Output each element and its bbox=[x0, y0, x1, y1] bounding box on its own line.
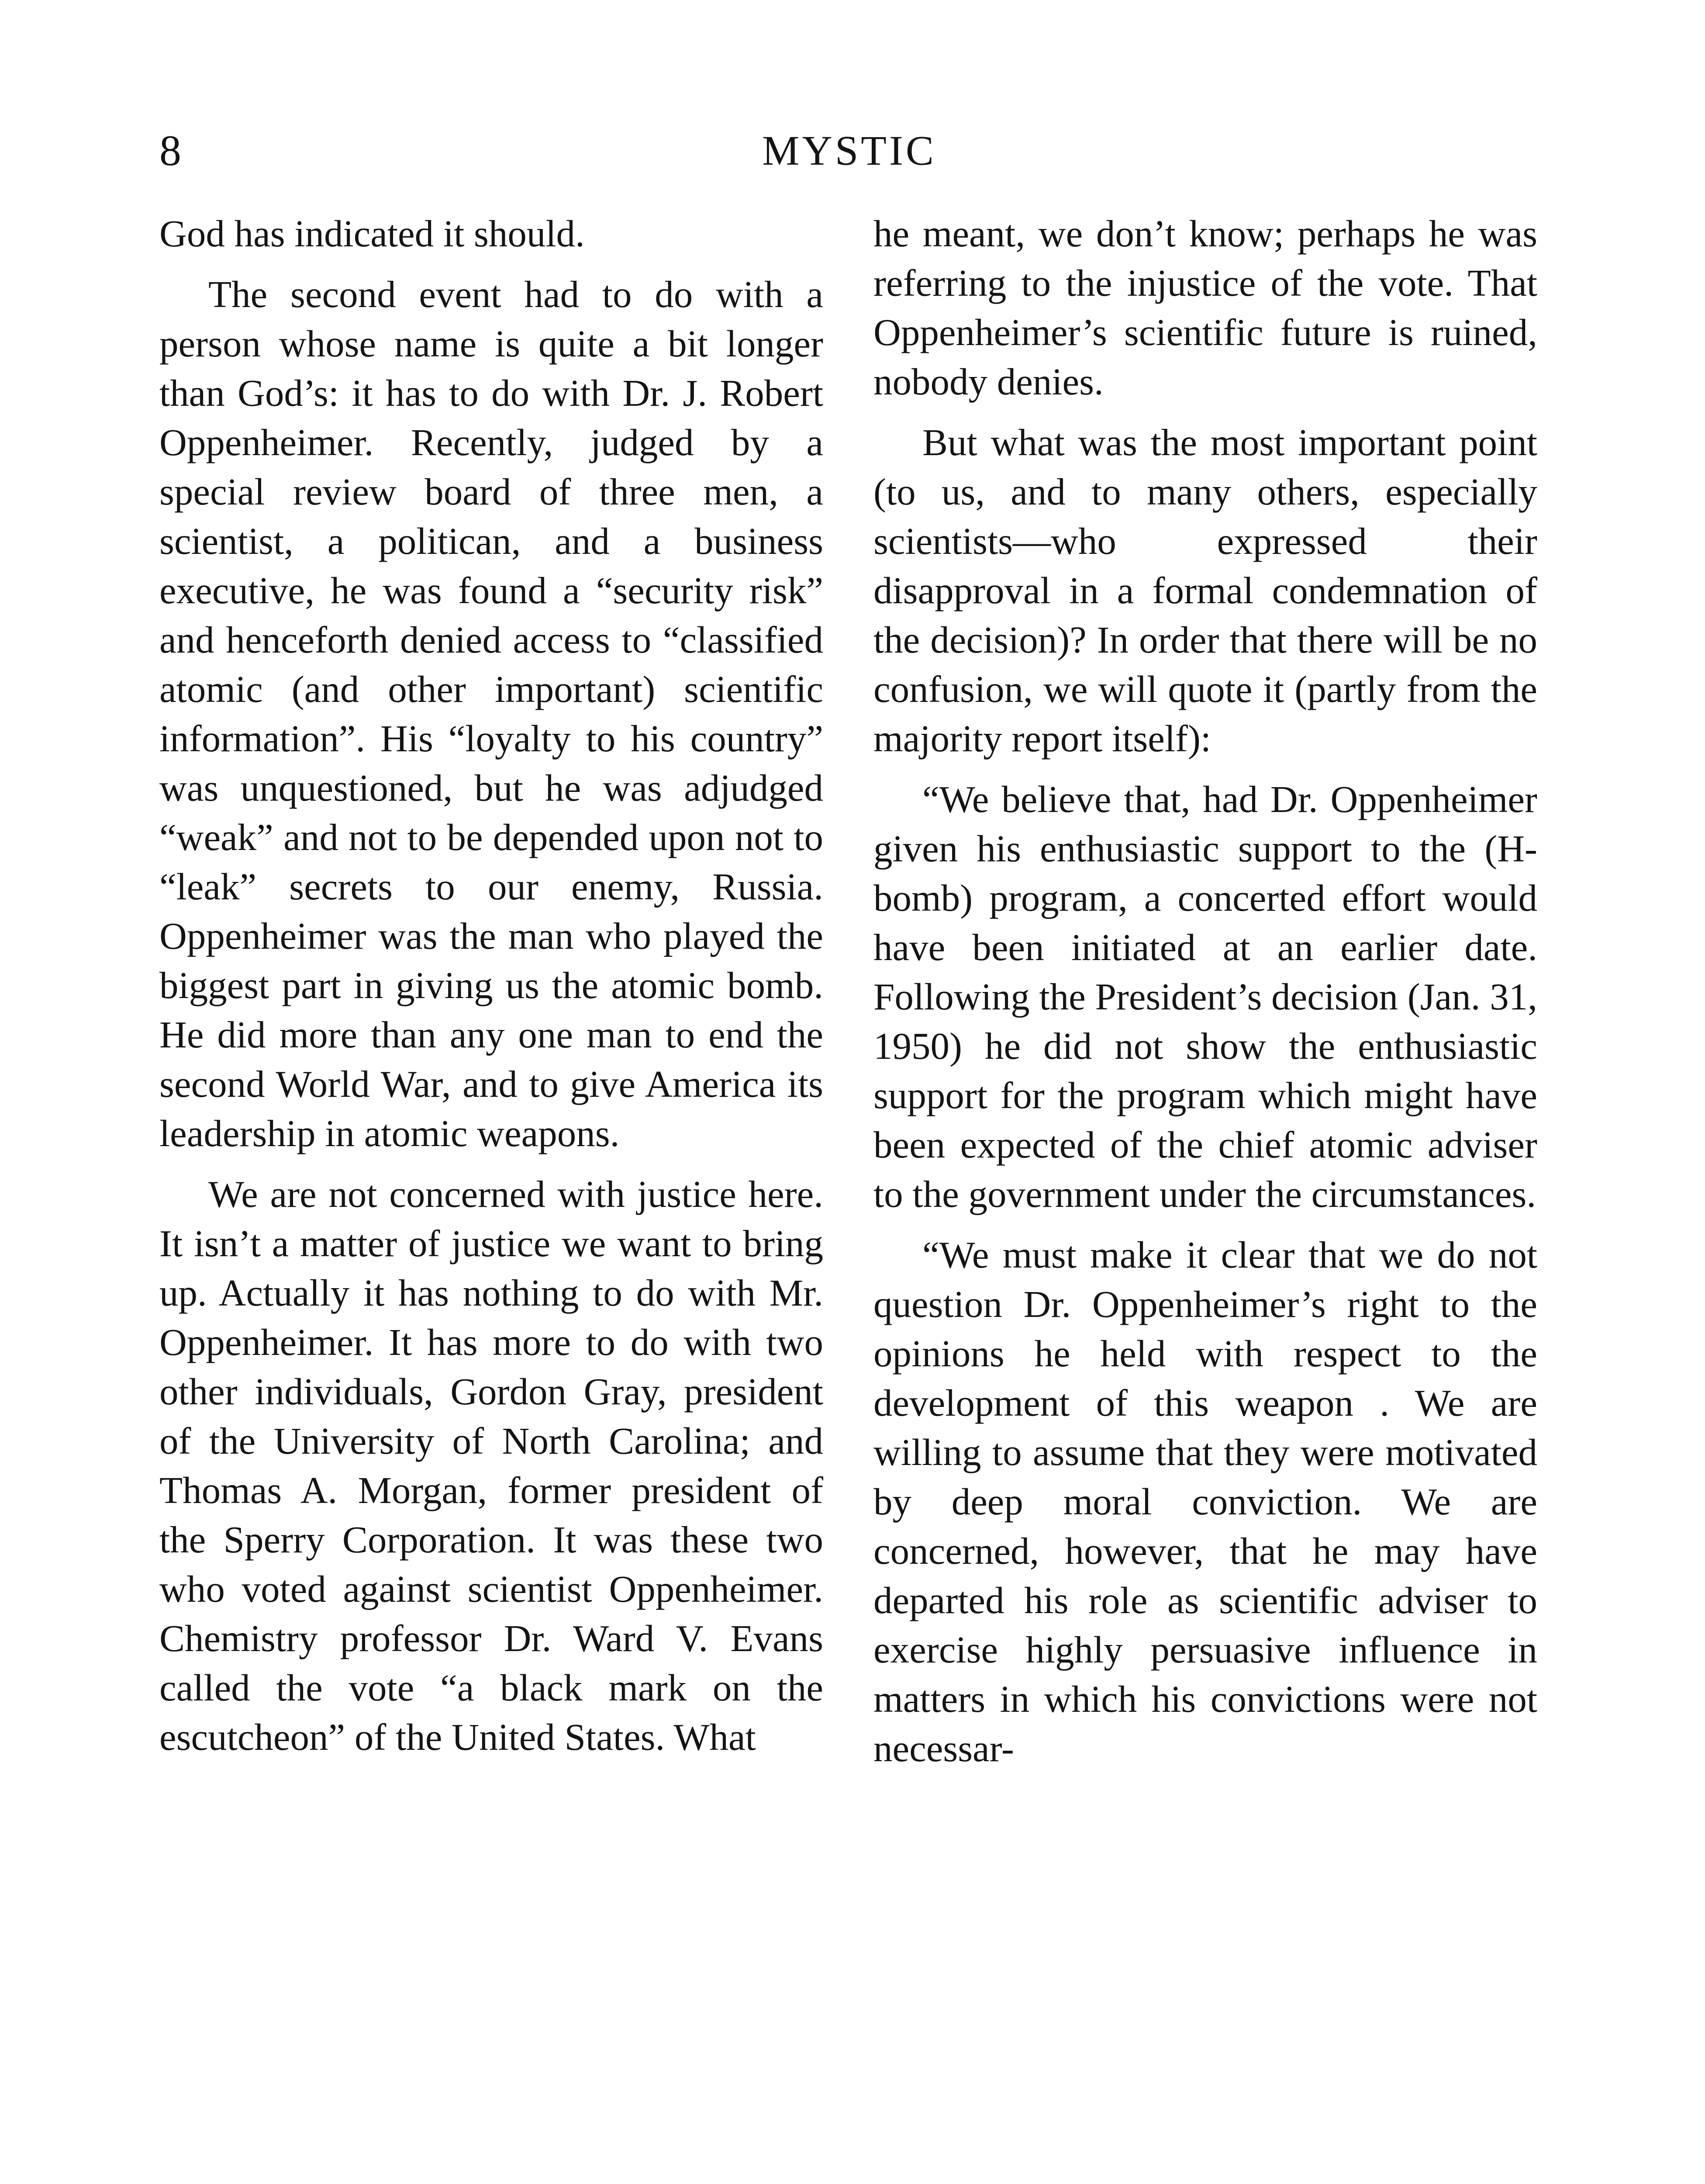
paragraph: “We must make it clear that we do not question Dr. Oppenheimer’s right to the opinions he held with respect to the development of this weapon . We are willing to assume that they were motivated by deep moral conviction. We are concerned, however, that he may have departed his role as scientific adviser to exercise highly persuasive influence in matters in which his convictions were not necessar- bbox=[873, 1234, 1537, 1769]
paragraph: “We believe that, had Dr. Oppenheimer given his enthusiastic support to the (H-bomb) program, a concerted effort would have been initiated at an earlier date. Following the President’s decision (Jan. 31, 1950) he did not show the enthusiastic support for the program which might have been expected of the chief atomic adviser to the government under the circumstances. bbox=[873, 778, 1537, 1215]
page-header bbox=[159, 120, 1539, 181]
paragraph: he meant, we don’t know; perhaps he was referring to the injustice of the vote. That Oppenheimer’s scientific future is ruined, nobody denies. bbox=[873, 212, 1537, 403]
paragraph: But what was the most important point (to us, and to many others, especially scientists—who expressed their disapproval in a formal condemnation of the decision)? In order that there will be no confusion, we will quote it (partly from the majority report itself): bbox=[873, 421, 1537, 760]
paragraph: God has indicated it should. bbox=[159, 212, 585, 255]
paragraph: The second event had to do with a person whose name is quite a bit longer than God’s: it has to do with Dr. J. Robert Oppenheimer. Recently, judged by a special review board of three men, a scientist, a politican, and a business executive, he was found a “security risk” and henceforth denied access to “classified atomic (and other important) scientific information”. His “loyalty to his country” was unquestioned, but he was adjudged “weak” and not to be depended upon not to “leak” secrets to our enemy, Russia. Oppenheimer was the man who played the biggest part in giving us the atomic bomb. He did more than any one man to end the second World War, and to give America its leadership in atomic weapons. bbox=[159, 273, 823, 1154]
left-column bbox=[159, 209, 823, 1773]
right-column bbox=[873, 209, 1537, 1784]
running-head: MYSTIC bbox=[762, 127, 936, 174]
paragraph: We are not concerned with justice here. It isn’t a matter of justice we want to bring up. Actually it has nothing to do with Mr. Oppenheimer. It has more to do with two other individuals, Gordon Gray, president of the University of North Carolina; and Thomas A. Morgan, former president of the Sperry Corporation. It was these two who voted against scientist Oppenheimer. Chemistry professor Dr. Ward V. Evans called the vote “a black mark on the escutcheon” of the United States. What bbox=[159, 1173, 823, 1758]
page-number: 8 bbox=[159, 126, 181, 175]
